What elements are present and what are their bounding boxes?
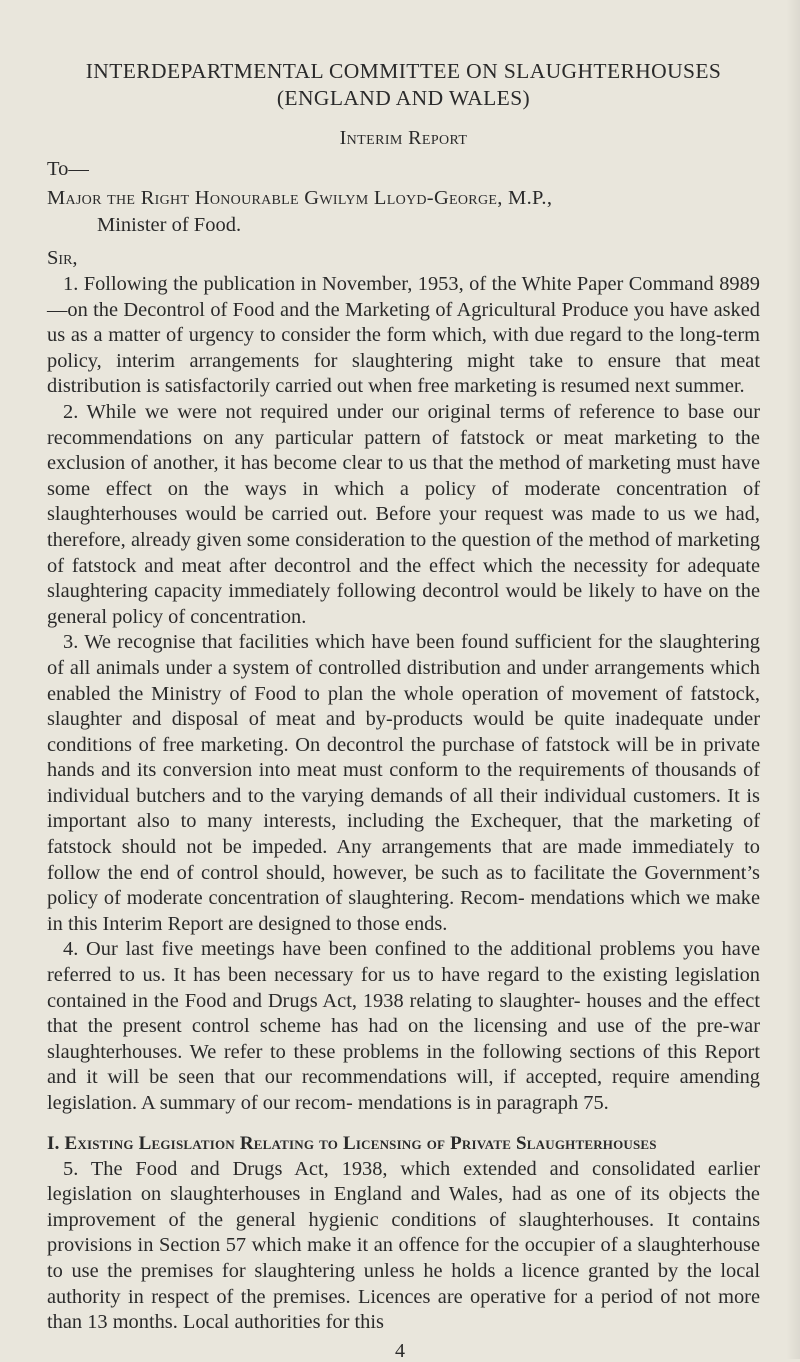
addressee: Major the Right Honourable Gwilym Lloyd-George, M.P., [47, 187, 553, 209]
section-heading: I. Existing Legislation Relating to Licensing of Private Slaughterhouses [47, 1132, 657, 1154]
paragraph-2: 2. While we were not required under our original terms of reference to base our recommendations on any particular pattern of fatstock or meat marketing to the exclusion of another, it has become clear to us that the method of marketing must have some effect on the ways in which a policy of moderate concentration of slaughterhouses would be carried out. Before your request was made to us we had, therefore, already given some consideration to the question of the method of marketing of fatstock and meat after decontrol and the effect which the necessity for adequate slaughtering capacity immediately following decontrol would be likely to have on the general policy of concentration. [47, 400, 760, 628]
to-line: To— [47, 158, 89, 180]
paragraph-3: 3. We recognise that facilities which have been found sufficient for the slaughtering of all animals under a system of controlled distribution and under arrangements which enabled the Ministry of Food to plan the whole operation of movement of fatstock, slaughter and disposal of meat and by-products would be quite inadequate under conditions of free marketing. On decontrol the purchase of fatstock will be in private hands and its conversion into meat must conform to the requirements of thousands of individual butchers and to the varying demands of all their individual customers. It is important also to many interests, including the Exchequer, that the marketing of fatstock should not be impeded. Any arrangements that are made immediately to follow the end of control should, however, be such as to facilitate the Government’s policy of moderate concentration of slaughtering. Recom- mendations which we make in this Interim Report are designed to those ends. [47, 631, 760, 935]
page-number: 4 [395, 1340, 405, 1362]
document-subtitle: (ENGLAND AND WALES) [276, 86, 531, 110]
salutation: Sir, [47, 247, 78, 269]
addressee-role: Minister of Food. [97, 214, 242, 236]
paragraph-1: 1. Following the publication in November, 1953, of the White Paper Command 8989—on the Decontrol of Food and the Marketing of Agricultural Produce you have asked us as a matter of urgency to consider the form which, with due regard to the long-term policy, interim arrangements for slaughtering might take to ensure that meat distribution is satisfactorily carried out when free marketing is resumed next summer. [47, 273, 760, 398]
document-title: INTERDEPARTMENTAL COMMITTEE ON SLAUGHTERHOUSES [85, 59, 722, 83]
paragraph-4: 4. Our last five meetings have been confined to the additional problems you have referred to us. It has been necessary for us to have regard to the existing legislation contained in the Food and Drugs Act, 1938 relating to slaughter- houses and the effect that the present control scheme has had on the licensing and use of the pre-war slaughterhouses. We refer to these problems in the following sections of this Report and it will be seen that our recommendations will, if accepted, require amending legislation. A summary of our recom- mendations is in paragraph 75. [47, 938, 760, 1114]
paragraph-5: 5. The Food and Drugs Act, 1938, which extended and consolidated earlier legislation on slaughterhouses in England and Wales, had as one of its objects the improvement of the general hygienic conditions of slaughterhouses. It contains provisions in Section 57 which make it an offence for the occupier of a slaughterhouse to use the premises for slaughtering unless he holds a licence granted by the local authority in respect of the premises. Licences are operative for a period of not more than 13 months. Local authorities for this [47, 1157, 760, 1334]
page-edge-shadow [786, 0, 800, 1359]
report-label: Interim Report [339, 127, 468, 149]
